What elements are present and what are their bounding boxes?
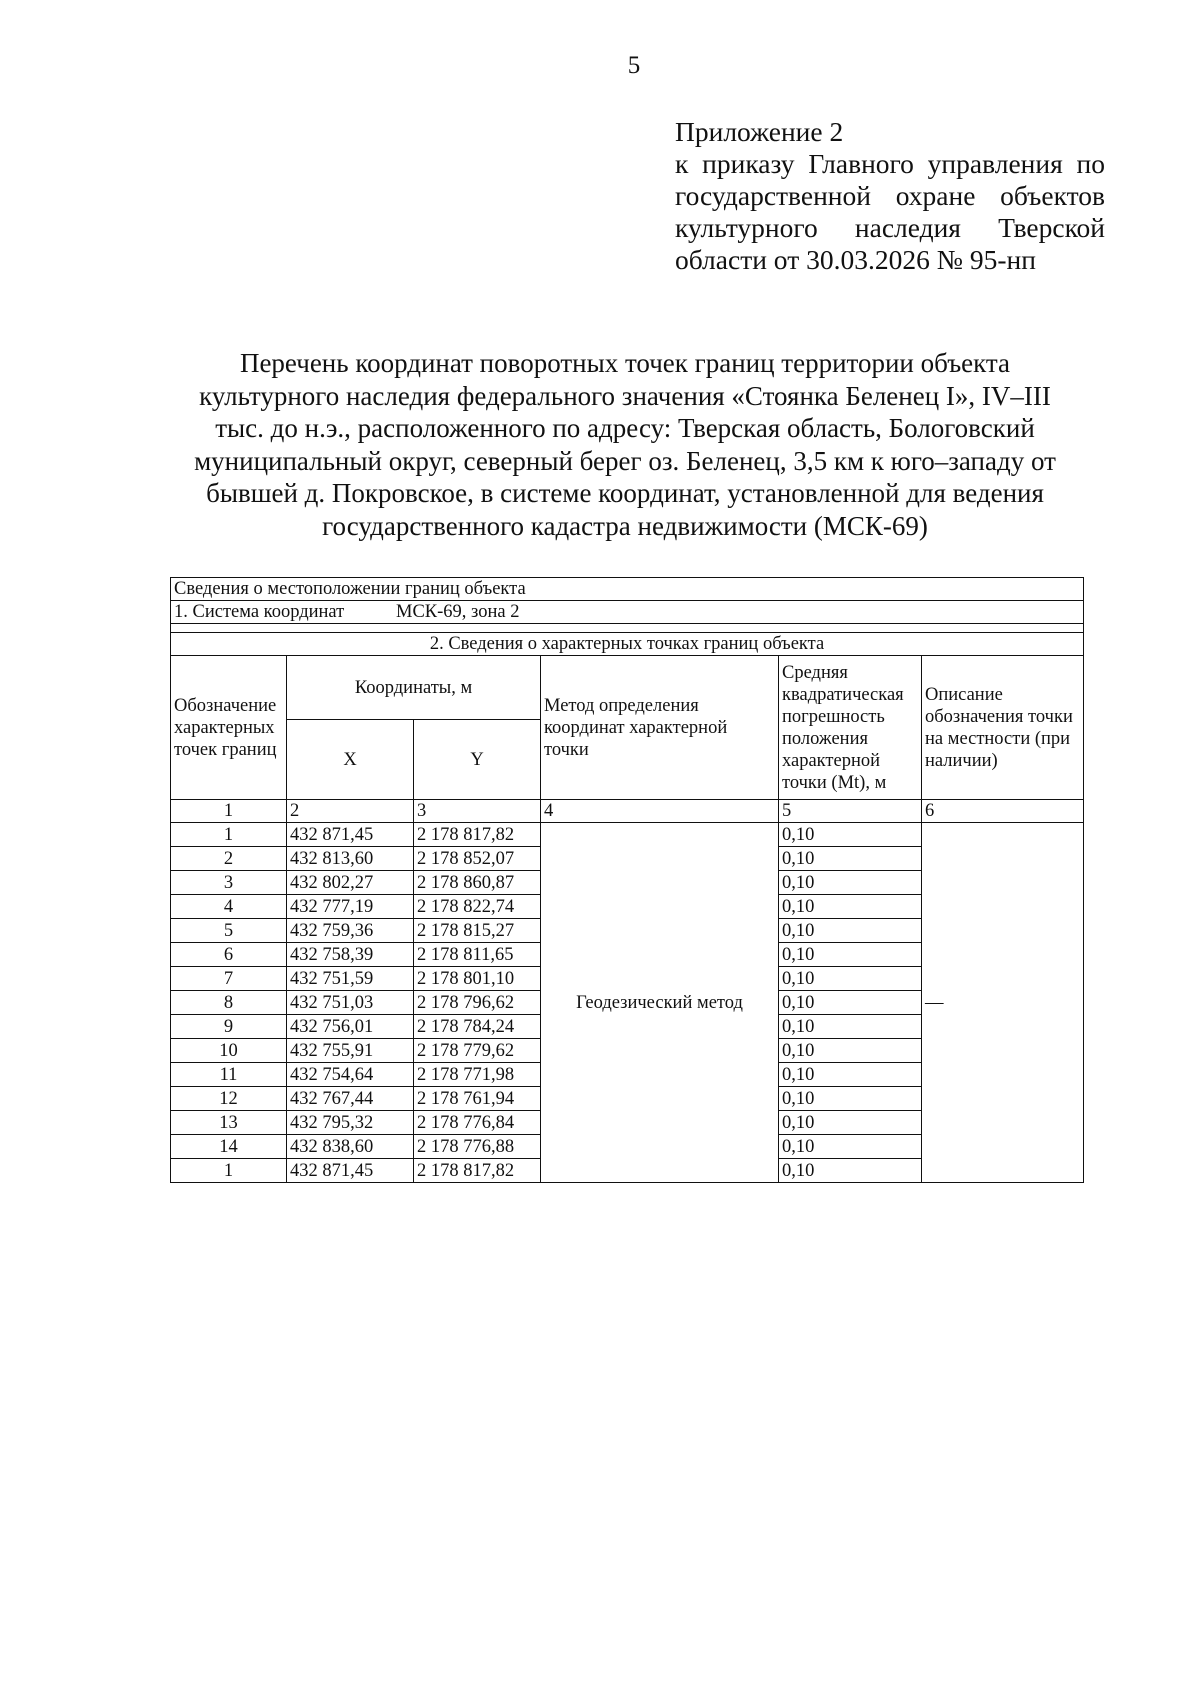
spacer-cell [171, 624, 1084, 633]
x-coordinate-cell: 432 795,32 [287, 1111, 414, 1135]
x-coordinate-cell: 432 871,45 [287, 823, 414, 847]
error-cell: 0,10 [779, 943, 922, 967]
y-coordinate-cell: 2 178 779,62 [414, 1039, 541, 1063]
y-coordinate-cell: 2 178 771,98 [414, 1063, 541, 1087]
y-coordinate-cell: 2 178 852,07 [414, 847, 541, 871]
title-line: бывшей д. Покровское, в системе координат, установленной для ведения [206, 478, 1044, 508]
y-coordinate-cell: 2 178 784,24 [414, 1015, 541, 1039]
point-number-cell: 13 [171, 1111, 287, 1135]
error-cell: 0,10 [779, 1063, 922, 1087]
error-cell: 0,10 [779, 1111, 922, 1135]
x-coordinate-cell: 432 754,64 [287, 1063, 414, 1087]
x-coordinate-cell: 432 767,44 [287, 1087, 414, 1111]
column-number: 6 [922, 800, 1084, 823]
header-designation: Обозначение характерных точек границ [171, 656, 287, 800]
appendix-line: культурного наследия Тверской [675, 212, 1105, 243]
header-y: Y [414, 720, 541, 800]
error-cell: 0,10 [779, 1087, 922, 1111]
y-coordinate-cell: 2 178 860,87 [414, 871, 541, 895]
error-cell: 0,10 [779, 823, 922, 847]
location-info-cell: Сведения о местоположении границ объекта [171, 578, 1084, 601]
point-number-cell: 5 [171, 919, 287, 943]
coordinates-table [170, 577, 1084, 1183]
title-line: государственного кадастра недвижимости (МСК-69) [322, 510, 928, 541]
column-number: 1 [171, 800, 287, 823]
title-line: муниципальный округ, северный берег оз. Беленец, 3,5 км к юго–западу от [194, 445, 1056, 476]
x-coordinate-cell: 432 871,45 [287, 1159, 414, 1183]
section-title-cell: 2. Сведения о характерных точках границ объекта [171, 633, 1084, 656]
y-coordinate-cell: 2 178 817,82 [414, 1159, 541, 1183]
header-error: Средняя квадратическая погрешность положения характерной точки (Mt), м [779, 656, 922, 800]
error-cell: 0,10 [779, 1015, 922, 1039]
appendix-line: Приложение 2 [675, 116, 844, 147]
title-line: культурного наследия федерального значения «Стоянка Беленец I», IV–III [199, 380, 1051, 411]
method-cell: Геодезический метод [541, 823, 779, 1183]
column-number: 5 [779, 800, 922, 823]
x-coordinate-cell: 432 759,36 [287, 919, 414, 943]
error-cell: 0,10 [779, 1135, 922, 1159]
y-coordinate-cell: 2 178 811,65 [414, 943, 541, 967]
point-number-cell: 7 [171, 967, 287, 991]
title-line: Перечень координат поворотных точек границ территории объекта [239, 348, 1011, 378]
y-coordinate-cell: 2 178 801,10 [414, 967, 541, 991]
title-line: тыс. до н.э., расположенного по адресу: Тверская область, Бологовский [215, 413, 1035, 443]
y-coordinate-cell: 2 178 776,84 [414, 1111, 541, 1135]
document-title [160, 347, 1090, 542]
y-coordinate-cell: 2 178 817,82 [414, 823, 541, 847]
error-cell: 0,10 [779, 871, 922, 895]
x-coordinate-cell: 432 813,60 [287, 847, 414, 871]
point-number-cell: 2 [171, 847, 287, 871]
header-x: X [287, 720, 414, 800]
error-cell: 0,10 [779, 895, 922, 919]
appendix-line: государственной охране объектов [675, 180, 1105, 211]
point-number-cell: 9 [171, 1015, 287, 1039]
error-cell: 0,10 [779, 1159, 922, 1183]
x-coordinate-cell: 432 755,91 [287, 1039, 414, 1063]
x-coordinate-cell: 432 777,19 [287, 895, 414, 919]
appendix-line: к приказу Главного управления по [675, 148, 1105, 179]
y-coordinate-cell: 2 178 761,94 [414, 1087, 541, 1111]
error-cell: 0,10 [779, 967, 922, 991]
error-cell: 0,10 [779, 919, 922, 943]
point-number-cell: 1 [171, 823, 287, 847]
point-number-cell: 8 [171, 991, 287, 1015]
header-method: Метод определения координат характерной точки [541, 656, 779, 800]
x-coordinate-cell: 432 802,27 [287, 871, 414, 895]
y-coordinate-cell: 2 178 822,74 [414, 895, 541, 919]
point-number-cell: 14 [171, 1135, 287, 1159]
y-coordinate-cell: 2 178 796,62 [414, 991, 541, 1015]
header-coordinates: Координаты, м [287, 656, 541, 720]
page-number: 5 [627, 52, 641, 79]
column-number: 4 [541, 800, 779, 823]
column-number: 2 [287, 800, 414, 823]
error-cell: 0,10 [779, 1039, 922, 1063]
y-coordinate-cell: 2 178 776,88 [414, 1135, 541, 1159]
x-coordinate-cell: 432 751,03 [287, 991, 414, 1015]
coordinate-system-cell [171, 601, 1084, 624]
point-number-cell: 12 [171, 1087, 287, 1111]
point-number-cell: 1 [171, 1159, 287, 1183]
point-number-cell: 3 [171, 871, 287, 895]
x-coordinate-cell: 432 838,60 [287, 1135, 414, 1159]
point-number-cell: 10 [171, 1039, 287, 1063]
x-coordinate-cell: 432 751,59 [287, 967, 414, 991]
column-number: 3 [414, 800, 541, 823]
coordinate-system-value: МСК-69, зона 2 [396, 602, 520, 622]
point-number-cell: 6 [171, 943, 287, 967]
header-description: Описание обозначения точки на местности (при наличии) [922, 656, 1084, 800]
x-coordinate-cell: 432 758,39 [287, 943, 414, 967]
appendix-block [675, 116, 1105, 276]
x-coordinate-cell: 432 756,01 [287, 1015, 414, 1039]
point-number-cell: 4 [171, 895, 287, 919]
appendix-line: области от 30.03.2026 № 95-нп [675, 244, 1036, 275]
table-row [171, 823, 1084, 847]
description-cell: — [922, 823, 1084, 1183]
error-cell: 0,10 [779, 847, 922, 871]
y-coordinate-cell: 2 178 815,27 [414, 919, 541, 943]
coordinate-system-label: 1. Система координат [174, 602, 345, 622]
point-number-cell: 11 [171, 1063, 287, 1087]
error-cell: 0,10 [779, 991, 922, 1015]
